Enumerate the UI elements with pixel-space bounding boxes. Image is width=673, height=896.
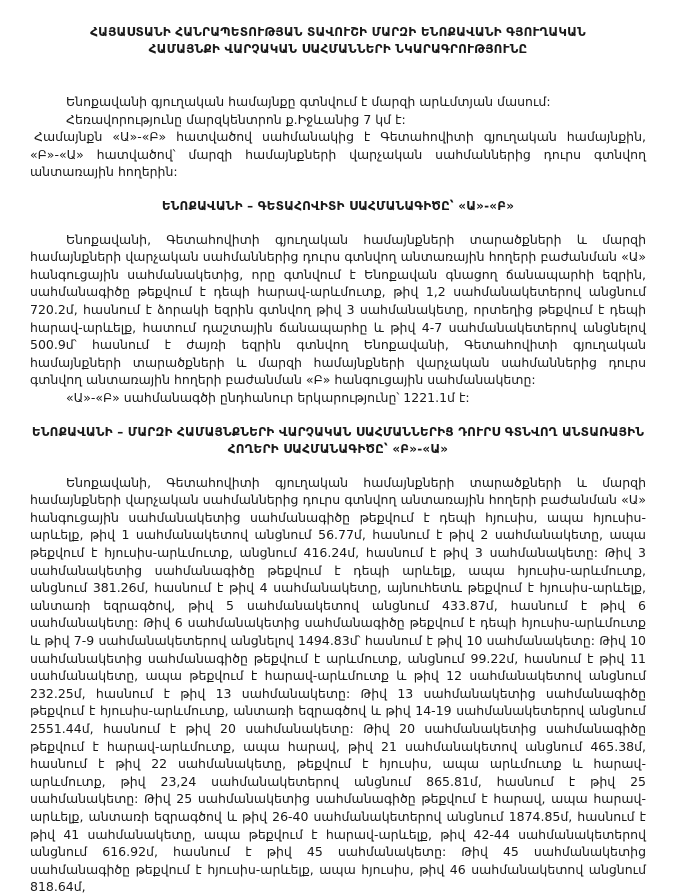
intro-adjacency-paragraph: Համայնքն «Ա»-«Բ» հատվածով սահմանակից է Գետահովիտի գյուղական համայնքին, «Բ»-«Ա» հատվածով՝ մարզի համայնքների վարչական սահմաններից դուրս գտնվող անտառային հողերին: (30, 129, 646, 180)
document-title: ՀԱՅԱՍՏԱՆԻ ՀԱՆՐԱՊԵՏՈՒԹՅԱՆ ՏԱՎՈՒՇԻ ՄԱՐԶԻ ԵՆՈՔԱՎԱՆԻ ԳՅՈՒՂԱԿԱՆ ՀԱՄԱՅՆՔԻ ՎԱՐՉԱԿԱՆ ՍԱՀՄԱՆՆԵՐԻ ՆԿԱՐԱԳՐՈՒԹՅՈՒՆԸ (90, 25, 586, 56)
intro-location-line: Ենոքավանի գյուղական համայնքը գտնվում է մարզի արևմտյան մասում: (66, 94, 551, 109)
section1-total-length-note: «Ա»-«Բ» սահմանագծի ընդհանուր երկարությունը՝ 1221.1մ է: (66, 389, 470, 405)
intro-distance-line: Հեռավորությունը մարզկենտրոն ք.Իջևանից 7 կմ է: (66, 111, 406, 127)
section1-body-paragraph: Ենոքավանի, Գետահովիտի գյուղական համայնքների տարածքների և մարզի համայնքների վարչական սահմաններից դուրս գտնվող անտառային հողերի բաժանման «Ա» հանգուցային սահմանակետից, որը գտնվում է Ենոքավան գնացող ճանապարհի եզրին, սահմանագիծը թեքվում է դեպի հարավ-արևմուտք, թիվ 1,2 սահմանակետերով անցնում 720.2մ, հասնում է ձորակի եզրին գտնվող թիվ 3 սահմանակետը, որտեղից թեքվում է դեպի հարավ-արևելք, հատում դաշտային ճանապարհը և թիվ 4-7 սահմանակետերով անցնելով 500.9մ՝ հասնում է ժայռի եզրին գտնվող Ենոքավանի, Գետահովիտի գյուղական համայնքների տարածքների և մարզի համայնքների վարչական սահմաններից դուրս գտնվող անտառային հողերի բաժանման «Բ» հանգուցային սահմանակետը: (30, 231, 646, 388)
intro-block (30, 93, 646, 181)
section2-body-paragraph: Ենոքավանի, Գետահովիտի գյուղական համայնքների տարածքների և մարզի համայնքների վարչական սահմաններից դուրս գտնվող անտառային հողերի բաժանման «Ա» հանգուցային սահմանակետից սահմանագիծը թեքվում է դեպի հյուսիս, ապա հյուսիս-արևելք, թիվ 1 սահմանակետով անցնում 56.77մ, հասնում է թիվ 2 սահմանակետը, ապա թեքվում է հյուսիս-արևմուտք, անցնում 416.24մ, հասնում է թիվ 3 սահմանակետը: Թիվ 3 սահմանակետից սահմանագիծը թեքվում է դեպի արևելք, ապա հյուսիս-արևմուտք, անցնում 381.26մ, հասնում է թիվ 4 սահմանակետը, այնուհետև թեքվում է հյուսիս-արևելք, անտառի եզրագծով, թիվ 5 սահմանակետով անցնում 433.87մ, հասնում է թիվ 6 սահմանակետը: Թիվ 6 սահմանակետից սահմանագիծը թեքվում է դեպի հյուսիս-արևմուտք և թիվ 7-9 սահմանակետերով անցնելով 1494.83մ՝ հասնում է թիվ 10 սահմանակետը: Թիվ 10 սահմանակետից սահմանագիծը թեքվում է արևմուտք, անցնում 99.22մ, հասնում է թիվ 11 սահմանակետը, ապա թեքվում է հարավ-արևմուտք և թիվ 12 սահմանակետով անցնում 232.25մ, հասնում է թիվ 13 սահմանակետը: Թիվ 13 սահմանակետից սահմանագիծը թեքվում է հյուսիս-արևմուտք, անտառի եզրագծով և թիվ 14-19 սահմանակետերով անցնում 2551.44մ, հասնում է թիվ 20 սահմանակետը: Թիվ 20 սահմանակետից սահմանագիծը թեքվում է հարավ-արևմուտք, ապա հարավ, թիվ 21 սահմանակետով անցնում 465.38մ, հասնում է թիվ 22 սահմանակետը, թեքվում է հյուսիս, ապա արևմուտք և հարավ-արևմուտք, թիվ 23,24 սահմանակետերով անցնում 865.81մ, հասնում է թիվ 25 սահմանակետը: Թիվ 25 սահմանակետից սահմանագիծը թեքվում է հարավ, ապա հարավ-արևելք, անտառի եզրագծով և թիվ 26-40 սահմանակետերով անցնում 1874.85մ, հասնում է թիվ 41 սահմանակետը, ապա թեքվում է հարավ-արևելք, թիվ 42-44 սահմանակետերով անցնում 616.92մ, հասնում է թիվ 45 սահմանակետը: Թիվ 45 սահմանակետից սահմանագիծը թեքվում է հյուսիս-արևելք, ապա հյուսիս, թիվ 46 սահմանակետով անցնում 818.64մ, (30, 474, 646, 895)
section1-heading: ԵՆՈՔԱՎԱՆԻ – ԳԵՏԱՀՈՎԻՏԻ ՍԱՀՄԱՆԱԳԻԾԸ՝ «Ա»-«Բ» (161, 198, 515, 213)
section2-heading: ԵՆՈՔԱՎԱՆԻ – ՄԱՐԶԻ ՀԱՄԱՅՆՔՆԵՐԻ ՎԱՐՉԱԿԱՆ ՍԱՀՄԱՆՆԵՐԻՑ ԴՈՒՐՍ ԳՏՆՎՈՂ ԱՆՏԱՌԱՅԻՆ ՀՈՂԵՐԻ ՍԱՀՄԱՆԱԳԻԾԸ՝ «Բ»-«Ա» (31, 424, 645, 457)
